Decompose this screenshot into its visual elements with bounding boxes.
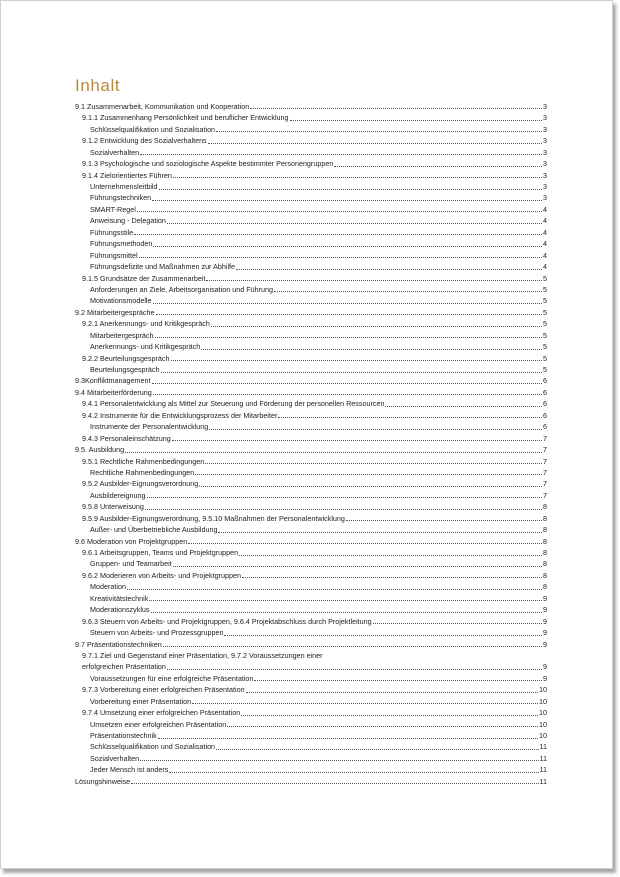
toc-entry[interactable] [75,753,547,764]
toc-entry-label: Führungsmittel [90,250,138,260]
dot-leader [236,269,542,270]
toc-page-number: 7 [543,490,547,500]
toc-page-number: 8 [543,559,547,569]
toc-entry-label: Schlüsselqualifikation und Sozialisation [90,124,216,134]
toc-entry[interactable] [75,673,547,684]
toc-entry-label: Motivationsmodelle [90,296,152,306]
dot-leader [161,372,542,373]
dot-leader [274,291,542,292]
toc-entry[interactable] [75,650,547,661]
toc-page-number: 9 [543,628,547,638]
dot-leader [145,509,542,510]
toc-page-number: 9 [543,662,547,672]
toc-page-number: 8 [543,525,547,535]
toc-page-number: 6 [543,410,547,420]
toc-entry-label: Anerkennungs- und Kritikgespräch [90,342,201,352]
toc-page-number: 7 [543,445,547,455]
toc-entry[interactable] [75,730,547,741]
dot-leader [152,200,542,201]
toc-page-number: 6 [543,387,547,397]
table-of-contents [75,101,547,787]
dot-leader [153,394,542,395]
toc-page-number: 5 [543,342,547,352]
dot-leader [167,669,542,670]
toc-entry-label: 9.7.1 Ziel und Gegenstand einer Präsentation, 9.7.2 Voraussetzungen einer [82,650,323,660]
toc-entry[interactable] [75,433,547,444]
toc-entry[interactable] [75,627,547,638]
toc-entry[interactable] [75,193,547,204]
toc-entry[interactable] [75,364,547,375]
toc-entry[interactable] [75,467,547,478]
dot-leader [155,337,542,338]
toc-entry[interactable] [75,524,547,535]
dot-leader [140,760,538,761]
toc-page-number: 3 [543,101,547,111]
toc-page-number: 8 [543,536,547,546]
dot-leader [167,223,542,224]
toc-entry[interactable] [75,547,547,558]
toc-entry[interactable] [75,318,547,329]
toc-page-number: 4 [543,250,547,260]
toc-entry-label: 9.4.3 Personaleinschätzung [82,433,171,443]
toc-page-number: 3 [543,193,547,203]
toc-entry[interactable] [75,250,547,261]
toc-page-number: 4 [543,239,547,249]
dot-leader [149,600,542,601]
dot-leader [188,543,542,544]
dot-leader [385,406,542,407]
toc-entry-label: 9.1 Zusammenarbeit, Kommunikation und Kooperation [75,101,250,111]
dot-leader [211,326,542,327]
dot-leader [254,680,542,681]
toc-page-number: 11 [539,753,547,763]
toc-entry-label: Führungsmethoden [90,239,153,249]
toc-entry-label: Ausbildereignung [90,490,146,500]
toc-page-number: 8 [543,570,547,580]
toc-page-number: 5 [543,273,547,283]
toc-page-number: 6 [543,376,547,386]
toc-entry[interactable] [75,639,547,650]
toc-entry[interactable] [75,616,547,627]
dot-leader [290,120,542,121]
toc-entry[interactable] [75,559,547,570]
toc-entry-label: Unternehmensleitbild [90,182,158,192]
toc-page-number: 9 [543,605,547,615]
toc-page-number: 7 [543,433,547,443]
toc-page-number: 6 [543,399,547,409]
toc-entry[interactable] [75,478,547,489]
toc-entry[interactable] [75,719,547,730]
toc-page-number: 8 [543,582,547,592]
toc-entry-label: 9.1.3 Psychologische und soziologische Aspekte bestimmter Personengruppen [82,159,334,169]
toc-page-number: 7 [543,467,547,477]
dot-leader [153,246,542,247]
toc-entry-label: 9.7 Präsentationstechniken [75,639,162,649]
dot-leader [156,314,542,315]
toc-entry[interactable] [75,696,547,707]
toc-page-number: 3 [543,170,547,180]
toc-entry[interactable] [75,204,547,215]
toc-entry[interactable] [75,764,547,775]
dot-leader [163,646,542,647]
toc-page-number: 11 [539,742,547,752]
dot-leader [224,635,542,636]
dot-leader [278,417,542,418]
dot-leader [205,463,542,464]
toc-entry-label: Gruppen- und Teamarbeit [90,559,172,569]
toc-entry[interactable] [75,707,547,718]
toc-entry[interactable] [75,284,547,295]
toc-entry[interactable] [75,421,547,432]
toc-entry[interactable] [75,353,547,364]
toc-entry[interactable] [75,135,547,146]
dot-leader [158,738,538,739]
toc-entry[interactable] [75,101,547,112]
toc-entry[interactable] [75,513,547,524]
dot-leader [239,555,542,556]
toc-page-number: 11 [539,776,547,786]
toc-entry[interactable] [75,604,547,615]
toc-entry-label: Moderation [90,582,126,592]
toc-entry-label: SMART-Regel [90,204,136,214]
toc-entry-label: 9.2.1 Anerkennungs- und Kritikgespräch [82,319,210,329]
toc-page-number: 4 [543,204,547,214]
dot-leader [227,726,538,727]
toc-entry-label: 9.6.1 Arbeitsgruppen, Teams und Projektgruppen [82,548,239,558]
toc-entry[interactable] [75,581,547,592]
dot-leader [346,520,542,521]
toc-entry[interactable] [75,158,547,169]
toc-entry-label: Jeder Mensch ist anders [90,765,169,775]
toc-entry-label: Lösungshinweise [75,776,131,786]
dot-leader [172,440,542,441]
toc-page-number: 5 [543,330,547,340]
toc-entry-label: 9.4 Mitarbeiterförderung [75,387,152,397]
toc-page-number: 3 [543,124,547,134]
toc-entry-label: erfolgreichen Präsentation [82,662,166,672]
toc-entry[interactable] [75,684,547,695]
toc-entry[interactable] [75,456,547,467]
dot-leader [250,108,542,109]
toc-entry[interactable] [75,570,547,581]
toc-entry-label: Sozialverhalten [90,753,140,763]
toc-entry-label: Umsetzen einer erfolgreichen Präsentation [90,719,227,729]
toc-entry[interactable] [75,536,547,547]
dot-leader [241,715,538,716]
toc-entry[interactable] [75,376,547,387]
toc-page-number: 8 [543,502,547,512]
dot-leader [159,189,542,190]
dot-leader [152,383,542,384]
dot-leader [216,749,538,750]
toc-entry[interactable] [75,387,547,398]
toc-page-number: 3 [543,136,547,146]
toc-page-number: 3 [543,182,547,192]
toc-entry[interactable] [75,238,547,249]
toc-entry-label: 9.7.4 Umsetzung einer erfolgreichen Präsentation [82,708,241,718]
dot-leader [218,532,542,533]
toc-page-number: 10 [539,719,547,729]
toc-page-number: 6 [543,422,547,432]
toc-entry-label: Voraussetzungen für eine erfolgreiche Präsentation [90,673,254,683]
toc-entry-label: Anweisung - Delegation [90,216,166,226]
toc-entry[interactable] [75,215,547,226]
toc-entry[interactable] [75,661,547,672]
dot-leader [147,497,542,498]
dot-leader [169,772,538,773]
toc-entry[interactable] [75,295,547,306]
toc-page-number: 10 [539,708,547,718]
dot-leader [201,486,542,487]
dot-leader [216,131,542,132]
toc-entry[interactable] [75,307,547,318]
dot-leader [209,429,542,430]
toc-page-number: 4 [543,262,547,272]
toc-entry-label: Außer- und Überbetriebliche Ausbildung [90,525,218,535]
toc-page-number: 11 [539,765,547,775]
toc-page-number: 5 [543,284,547,294]
toc-entry-label: 9.4.1 Personalentwicklung als Mittel zur Steuerung und Förderung der personellen Ressourcen [82,399,385,409]
toc-entry[interactable] [75,124,547,135]
toc-entry-label: Steuern von Arbeits- und Prozessgruppen [90,628,224,638]
dot-leader [151,612,542,613]
toc-entry[interactable] [75,330,547,341]
toc-entry-label: 9.5.1 Rechtliche Rahmenbedingungen [82,456,205,466]
toc-entry-label: Führungsdefizite und Maßnahmen zur Abhilfe [90,262,236,272]
dot-leader [195,474,542,475]
toc-page-number: 3 [543,113,547,123]
dot-leader [201,349,542,350]
toc-entry-label: Schlüsselqualifikation und Sozialisation [90,742,216,752]
toc-entry[interactable] [75,501,547,512]
toc-entry[interactable] [75,742,547,753]
toc-entry-label: 9.6.3 Steuern von Arbeits- und Projektgruppen, 9.6.4 Projektabschluss durch Projektleitung [82,616,372,626]
toc-page-number: 4 [543,216,547,226]
dot-leader [134,234,542,235]
toc-entry-label: Präsentationstechnik [90,731,157,741]
dot-leader [242,577,542,578]
toc-page-number: 9 [543,616,547,626]
toc-page-number: 8 [543,548,547,558]
dot-leader [137,211,542,212]
toc-entry[interactable] [75,273,547,284]
toc-entry[interactable] [75,147,547,158]
toc-page-number: 5 [543,353,547,363]
toc-entry-label: Sozialverhalten [90,147,140,157]
toc-entry-label: Kreativitätstechnik [90,593,149,603]
dot-leader [373,623,542,624]
toc-entry[interactable] [75,112,547,123]
toc-entry[interactable] [75,181,547,192]
toc-page-number: 4 [543,227,547,237]
dot-leader [171,360,542,361]
toc-page-number: 5 [543,319,547,329]
toc-page-number: 3 [543,147,547,157]
toc-entry-label: Beurteilungsgespräch [90,365,160,375]
toc-entry-label: 9.2 Mitarbeitergespräche [75,307,155,317]
dot-leader [173,566,542,567]
toc-entry[interactable] [75,490,547,501]
toc-entry-label: 9.1.1 Zusammenhang Persönlichkeit und beruflicher Entwicklung [82,113,289,123]
toc-entry-label: 9.6.2 Moderieren von Arbeits- und Projektgruppen [82,570,242,580]
toc-entry[interactable] [75,593,547,604]
toc-entry[interactable] [75,444,547,455]
dot-leader [153,303,542,304]
toc-page-number: 7 [543,456,547,466]
toc-entry-label: Anforderungen an Ziele, Arbeitsorganisation und Führung [90,284,274,294]
toc-entry[interactable] [75,170,547,181]
toc-entry-label: 9.6 Moderation von Projektgruppen [75,536,188,546]
toc-entry-label: 9.3Konfliktmanagement [75,376,151,386]
toc-entry[interactable] [75,341,547,352]
toc-entry-label: 9.5. Ausbildung [75,445,125,455]
toc-entry[interactable] [75,398,547,409]
dot-leader [131,783,538,784]
toc-entry-label: 9.5.8 Unterweisung [82,502,144,512]
toc-page-number: 9 [543,673,547,683]
dot-leader [173,177,542,178]
toc-entry-label: 9.5.2 Ausbilder-Eignungsverordnung, [82,479,201,489]
toc-entry-label: Führungsstile [90,227,134,237]
toc-entry-label: 9.5.9 Ausbilder-Eignungsverordnung, 9.5.10 Maßnahmen der Personalentwicklung [82,513,345,523]
dot-leader [139,257,542,258]
dot-leader [140,154,542,155]
dot-leader [334,166,542,167]
toc-page-number: 9 [543,593,547,603]
toc-page-number: 5 [543,296,547,306]
toc-entry-label: Mitarbeitergespräch [90,330,154,340]
toc-entry[interactable] [75,410,547,421]
toc-heading: Inhalt [75,76,121,95]
toc-entry-label: Vorbereitung einer Präsentation [90,696,192,706]
toc-entry-label: 9.2.2 Beurteilungsgespräch [82,353,170,363]
dot-leader [127,589,542,590]
toc-entry[interactable] [75,227,547,238]
dot-leader [125,452,542,453]
toc-entry-label: 9.7.3 Vorbereitung einer erfolgreichen Präsentation [82,685,245,695]
toc-page-number: 10 [539,685,547,695]
toc-page-number: 8 [543,513,547,523]
toc-entry[interactable] [75,776,547,787]
toc-entry-label: 9.1.5 Grundsätze der Zusammenarbeit [82,273,206,283]
toc-entry-label: Rechtliche Rahmenbedingungen [90,467,195,477]
toc-page-number: 9 [543,639,547,649]
dot-leader [206,280,542,281]
dot-leader [246,692,538,693]
toc-page-number: 5 [543,365,547,375]
toc-entry[interactable] [75,261,547,272]
dot-leader [208,143,542,144]
toc-entry-label: 9.1.4 Zielorientiertes Führen [82,170,172,180]
toc-page-number: 10 [539,731,547,741]
toc-entry-label: 9.4.2 Instrumente für die Entwicklungsprozess der Mitarbeiter [82,410,278,420]
toc-entry-label: Führungstechniken [90,193,152,203]
toc-page-number: 3 [543,159,547,169]
toc-page-number: 5 [543,307,547,317]
toc-page-number: 7 [543,479,547,489]
toc-page-number: 10 [539,696,547,706]
toc-entry-label: Instrumente der Personalentwicklung [90,422,209,432]
toc-entry-label: Moderationszyklus [90,605,150,615]
dot-leader [192,703,538,704]
toc-entry-label: 9.1.2 Entwicklung des Sozialverhaltens [82,136,207,146]
